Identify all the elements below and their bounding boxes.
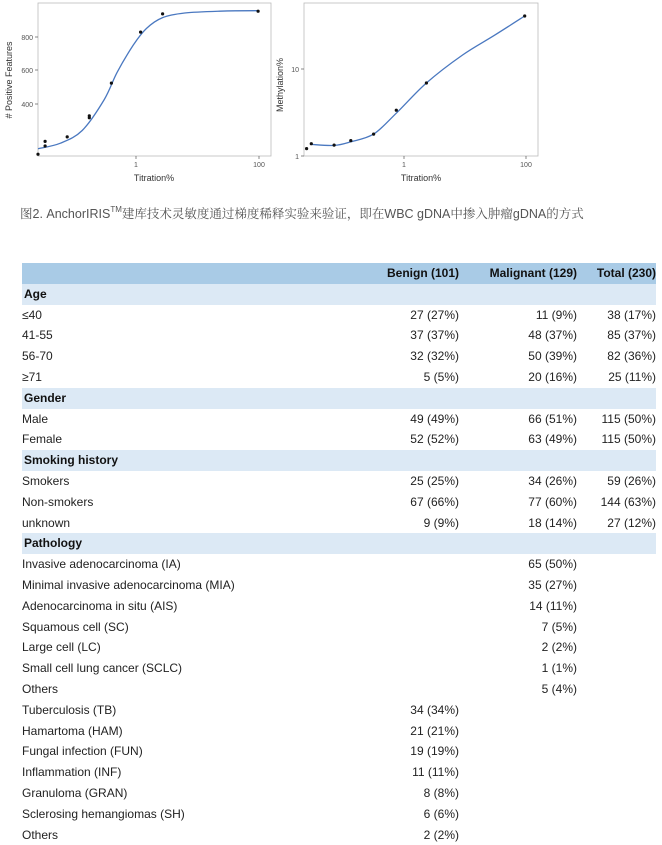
y-tick-label: 600	[21, 68, 33, 75]
total-cell: 115 (50%)	[601, 411, 656, 426]
total-cell	[577, 679, 656, 700]
table-row	[22, 305, 656, 326]
header-benign: Benign (101)	[372, 263, 459, 284]
data-point	[425, 81, 428, 84]
benign-cell: 52 (52%)	[410, 432, 459, 447]
table-row	[22, 637, 656, 658]
table-row	[22, 825, 656, 845]
total-cell	[577, 721, 656, 742]
malignant-cell: 5 (4%)	[541, 681, 577, 696]
row-label: Small cell lung cancer (SCLC)	[22, 661, 183, 676]
table-row	[22, 700, 656, 721]
section-title: Smoking history	[22, 450, 656, 471]
total-cell	[577, 658, 656, 679]
x-tick-label: 100	[520, 162, 532, 169]
section-title: Age	[22, 284, 656, 305]
caption-text: 建库技术灵敏度通过梯度稀释实验来验证，即在WBC gDNA中掺入肿瘤gDNA的方式	[121, 207, 584, 221]
total-cell: 144 (63%)	[600, 494, 656, 509]
malignant-cell: 11 (9%)	[535, 307, 577, 322]
y-tick-label: 10	[291, 67, 299, 74]
table-row	[22, 367, 656, 388]
benign-cell: 6 (6%)	[423, 806, 459, 821]
total-cell	[577, 783, 656, 804]
malignant-cell	[459, 783, 577, 804]
total-cell: 85 (37%)	[607, 328, 656, 343]
benign-cell	[372, 575, 459, 596]
header-total: Total (230)	[577, 263, 656, 284]
benign-cell: 67 (66%)	[410, 494, 459, 509]
table-row	[22, 783, 656, 804]
benign-cell: 11 (11%)	[412, 765, 459, 780]
section-row	[22, 533, 656, 554]
positive-features-chart	[0, 0, 275, 190]
malignant-cell: 48 (37%)	[528, 328, 577, 343]
row-label: Others	[22, 827, 59, 842]
row-label: Minimal invasive adenocarcinoma (MIA)	[22, 577, 235, 592]
total-cell: 82 (36%)	[607, 349, 656, 364]
row-label: 56-70	[22, 349, 53, 364]
malignant-cell	[459, 825, 577, 845]
row-label: Adenocarcinoma in situ (AIS)	[22, 598, 178, 613]
table-row	[22, 429, 656, 450]
section-row	[22, 450, 656, 471]
table-row	[22, 575, 656, 596]
benign-cell	[372, 554, 459, 575]
row-label: ≥71	[22, 369, 42, 384]
table-row	[22, 554, 656, 575]
section-row	[22, 284, 656, 305]
malignant-cell: 14 (11%)	[529, 598, 577, 613]
header-empty	[22, 263, 372, 284]
benign-cell: 34 (34%)	[410, 702, 459, 717]
table-row	[22, 325, 656, 346]
x-tick-label: 1	[402, 162, 406, 169]
total-cell	[577, 804, 656, 825]
table-row	[22, 409, 656, 430]
table-row	[22, 762, 656, 783]
total-cell	[577, 637, 656, 658]
y-axis-title: Methylation%	[275, 57, 285, 113]
benign-cell	[372, 637, 459, 658]
data-point	[523, 14, 526, 17]
benign-cell: 32 (32%)	[410, 349, 459, 364]
benign-cell: 49 (49%)	[410, 411, 459, 426]
y-tick-label: 400	[21, 102, 33, 109]
row-label: Smokers	[22, 473, 70, 488]
table-row	[22, 471, 656, 492]
y-axis-title: # Positive Features	[4, 41, 14, 119]
benign-cell: 27 (27%)	[410, 307, 459, 322]
row-label: Large cell (LC)	[22, 640, 101, 655]
data-point	[110, 82, 113, 85]
table-row	[22, 721, 656, 742]
row-label: Non-smokers	[22, 494, 94, 509]
data-point	[257, 10, 260, 13]
malignant-cell: 7 (5%)	[541, 619, 577, 634]
malignant-cell: 50 (39%)	[528, 349, 577, 364]
data-point	[305, 147, 308, 150]
malignant-cell	[459, 700, 577, 721]
x-tick-label: 100	[253, 162, 265, 169]
plot-frame	[38, 3, 271, 156]
row-label: ≤40	[22, 307, 42, 322]
row-label: Tuberculosis (TB)	[22, 702, 117, 717]
data-point	[349, 139, 352, 142]
data-point	[161, 12, 164, 15]
total-cell	[577, 596, 656, 617]
malignant-cell: 65 (50%)	[528, 557, 577, 572]
table-row	[22, 492, 656, 513]
data-point	[139, 30, 142, 33]
caption-superscript: TM	[110, 205, 122, 214]
malignant-cell: 66 (51%)	[528, 411, 577, 426]
table-row	[22, 346, 656, 367]
row-label: Inflammation (INF)	[22, 765, 122, 780]
malignant-cell: 77 (60%)	[528, 494, 577, 509]
row-label: Sclerosing hemangiomas (SH)	[22, 806, 185, 821]
data-point	[36, 153, 39, 156]
total-cell	[577, 700, 656, 721]
benign-cell: 19 (19%)	[410, 744, 459, 759]
malignant-cell: 20 (16%)	[528, 369, 577, 384]
x-axis-title: Titration%	[133, 173, 175, 183]
row-label: Male	[22, 411, 49, 426]
total-cell	[577, 617, 656, 638]
caption-text: 图2. AnchorIRIS	[20, 207, 111, 221]
data-point	[44, 144, 47, 147]
data-point	[395, 109, 398, 112]
plot-frame	[304, 3, 538, 156]
malignant-cell: 35 (27%)	[528, 577, 577, 592]
malignant-cell	[459, 762, 577, 783]
total-cell	[577, 825, 656, 845]
malignant-cell: 63 (49%)	[528, 432, 577, 447]
data-point	[66, 135, 69, 138]
methylation-chart	[270, 0, 550, 190]
header-malignant: Malignant (129)	[459, 263, 577, 284]
total-cell: 25 (11%)	[608, 369, 656, 384]
data-point	[44, 140, 47, 143]
row-label: Others	[22, 681, 59, 696]
table-row	[22, 679, 656, 700]
malignant-cell	[459, 741, 577, 762]
row-label: 41-55	[22, 328, 53, 343]
section-row	[22, 388, 656, 409]
table-row	[22, 513, 656, 534]
x-axis-title: Titration%	[400, 173, 442, 183]
section-title: Pathology	[22, 533, 656, 554]
row-label: Hamartoma (HAM)	[22, 723, 123, 738]
row-label: Squamous cell (SC)	[22, 619, 129, 634]
benign-cell	[372, 679, 459, 700]
table-row	[22, 658, 656, 679]
total-cell: 27 (12%)	[607, 515, 656, 530]
benign-cell: 8 (8%)	[423, 785, 459, 800]
benign-cell: 5 (5%)	[423, 369, 459, 384]
data-point	[333, 144, 336, 147]
figure-caption	[20, 204, 584, 222]
benign-cell	[372, 658, 459, 679]
row-label: Invasive adenocarcinoma (IA)	[22, 557, 181, 572]
malignant-cell: 34 (26%)	[528, 473, 577, 488]
data-point	[88, 114, 91, 117]
section-title: Gender	[22, 388, 656, 409]
y-tick-label: 800	[21, 35, 33, 42]
demographics-table	[22, 263, 656, 845]
benign-cell: 2 (2%)	[423, 827, 459, 842]
total-cell	[577, 554, 656, 575]
total-cell: 115 (50%)	[601, 432, 656, 447]
malignant-cell	[459, 804, 577, 825]
benign-cell: 25 (25%)	[410, 473, 459, 488]
table-row	[22, 617, 656, 638]
total-cell	[577, 762, 656, 783]
x-tick-label: 1	[134, 162, 138, 169]
malignant-cell: 2 (2%)	[541, 640, 577, 655]
row-label: Female	[22, 432, 63, 447]
benign-cell: 21 (21%)	[410, 723, 459, 738]
total-cell: 38 (17%)	[607, 307, 656, 322]
benign-cell: 37 (37%)	[410, 328, 459, 343]
total-cell	[577, 575, 656, 596]
benign-cell	[372, 596, 459, 617]
data-point	[372, 133, 375, 136]
table-row	[22, 804, 656, 825]
y-tick-label: 1	[295, 154, 299, 161]
row-label: Fungal infection (FUN)	[22, 744, 143, 759]
malignant-cell: 1 (1%)	[541, 661, 577, 676]
malignant-cell: 18 (14%)	[528, 515, 577, 530]
row-label: unknown	[22, 515, 71, 530]
data-point	[310, 142, 313, 145]
total-cell	[577, 741, 656, 762]
malignant-cell	[459, 721, 577, 742]
row-label: Granuloma (GRAN)	[22, 785, 128, 800]
table-header-row	[22, 263, 656, 284]
table-row	[22, 741, 656, 762]
benign-cell	[372, 617, 459, 638]
benign-cell: 9 (9%)	[423, 515, 459, 530]
table-row	[22, 596, 656, 617]
total-cell: 59 (26%)	[607, 473, 656, 488]
